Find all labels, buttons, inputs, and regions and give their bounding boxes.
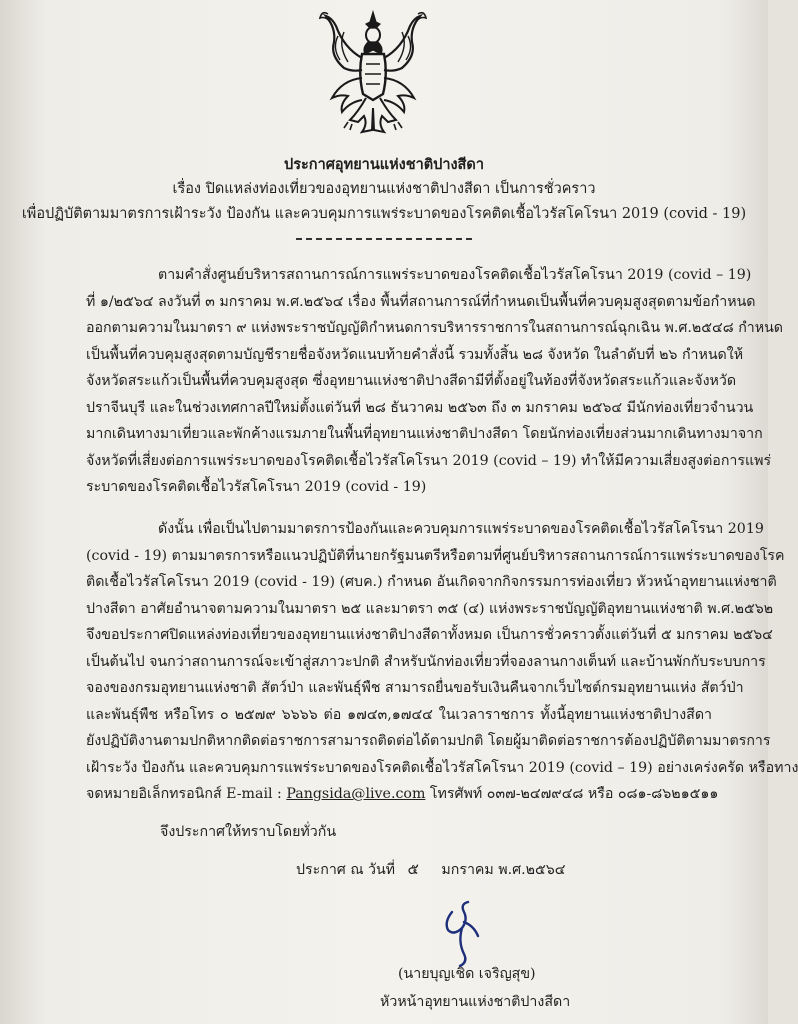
paragraph-line: ระบาดของโรคติดเชื้อไวรัสโคโรนา 2019 (covid - 19) [86,479,427,495]
contact-phone: โทรศัพท์ ๐๓๗-๒๔๗๙๔๘ หรือ ๐๘๑-๘๖๒๑๕๑๑ [425,786,719,802]
paragraph-line: ตามคำสั่งศูนย์บริหารสถานการณ์การแพร่ระบาดของโรคติดเชื้อไวรัสโคโรนา 2019 (covid – 19) [158,267,752,283]
paragraph-line: ออกตามความในมาตรา ๙ แห่งพระราชบัญญัติกำหนดการบริหารราชการในสถานการณ์ฉุกเฉิน พ.ศ.๒๕๔๘ กำหนด [86,320,784,336]
announcement-subject: เรื่อง ปิดแหล่งท่องเที่ยวของอุทยานแห่งชาติปางสีดา เป็นการชั่วคราว [172,181,596,197]
paragraph-line: มากเดินทางมาเที่ยวและพักค้างแรมภายในพื้นที่อุทยานแห่งชาติปางสีดา โดยนักท่องเที่ยงส่วนมากเดินทางมาจาก [86,426,763,442]
paragraph-line: จองของกรมอุทยานแห่งชาติ สัตว์ป่า และพันธุ์พืช สามารถยื่นขอรับเงินคืนจากเว็บไซต์กรมอุทยานแห่ง สัตว์ป่า [86,680,744,696]
paragraph-line: เป็นต้นไป จนกว่าสถานการณ์จะเข้าสู่สภาวะปกติ สำหรับนักท่องเที่ยวที่จองลานกางเต็นท์ และบ้านพักกับระบบการ [86,653,766,670]
paragraph-line: ปางสีดา อาศัยอำนาจตามความในมาตรา ๒๕ และมาตรา ๓๕ (๔) แห่งพระราชบัญญัติอุทยานแห่งชาติ พ.ศ.๒๕๖๒ [86,600,774,617]
paragraph-background [86,262,784,501]
date-prefix: ประกาศ ณ วันที่ [296,862,396,878]
paragraph-order [86,516,798,808]
paragraph-line: เป็นพื้นที่ควบคุมสูงสุดตามบัญชีรายชื่อจังหวัดแนบท้ายคำสั่งนี้ รวมทั้งสิ้น ๒๘ จังหวัด ในลำดับที่ ๒๖ กำหนดให้ [86,346,744,363]
paragraph-line: เฝ้าระวัง ป้องกัน และควบคุมการแพร่ระบาดของโรคติดเชื้อไวรัสโคโรนา 2019 (covid – 19) อย่างเคร่งครัด หรือทาง [86,759,798,776]
paragraph-line: จังหวัดที่เสี่ยงต่อการแพร่ระบาดของโรคติดเชื้อไวรัสโคโรนา 2019 (covid – 19) ทำให้มีความเสี่ยงสูงต่อการแพร่ [86,452,772,469]
garuda-emblem-icon [318,8,428,136]
announcement-date [296,857,566,882]
contact-prefix: จดหมายอิเล็กทรอนิกส์ E-mail : [86,786,287,802]
paragraph-line: ยังปฏิบัติงานตามปกติหากติดต่อราชการสามารถติดต่อได้ตามปกติ โดยผู้มาติดต่อราชการต้องปฏิบัติตามมาตรการ [86,733,771,749]
paragraph-line: ติดเชื้อไวรัสโคโรนา 2019 (covid - 19) (ศบค.) กำหนด อันเกิดจากกิจกรรมการท่องเที่ยว หัวหน้าอุทยานแห่งชาติ [86,574,777,590]
announcement-purpose: เพื่อปฏิบัติตามมาตรการเฝ้าระวัง ป้องกัน และควบคุมการแพร่ระบาดของโรคติดเชื้อไวรัสโคโรนา 2019 (covid - 19) [21,206,747,222]
contact-line [86,781,719,808]
paragraph-line: ดังนั้น เพื่อเป็นไปตามมาตรการป้องกันและควบคุมการแพร่ระบาดของโรคติดเชื้อไวรัสโคโรนา 2019 [158,521,764,537]
separator-line [296,238,472,240]
date-month-year: มกราคม พ.ศ.๒๕๖๔ [441,862,566,878]
paragraph-line: ปราจีนบุรี และในช่วงเทศกาลปีใหม่ตั้งแต่วันที่ ๒๘ ธันวาคม ๒๕๖๓ ถึง ๓ มกราคม ๒๕๖๔ มีนักท่องเที่ยวจำนวน [86,399,754,416]
paragraph-line: ที่ ๑/๒๕๖๔ ลงวันที่ ๓ มกราคม พ.ศ.๒๕๖๔ เรื่อง พื้นที่สถานการณ์ที่กำหนดเป็นพื้นที่ควบคุมสูงสุดตามข้อกำหนด [86,293,756,310]
paragraph-line: และพันธุ์พืช หรือโทร ๐ ๒๕๗๙ ๖๖๖๖ ต่อ ๑๗๔๓,๑๗๔๔ ในเวลาราชการ ทั้งนี้อุทยานแห่งชาติปางสีดา [86,706,712,723]
announcement-title: ประกาศอุทยานแห่งชาติปางสีดา [284,156,484,173]
signatory-position: หัวหน้าอุทยานแห่งชาติปางสีดา [380,994,571,1010]
closing-statement: จึงประกาศให้ทราบโดยทั่วกัน [160,824,337,840]
paragraph-line: จังหวัดสระแก้วเป็นพื้นที่ควบคุมสูงสุด ซึ่งอุทยานแห่งชาติปางสีดามีที่ตั้งอยู่ในท้องที่จังหวัดสระแก้วและจังหวัด [86,373,737,389]
email-link[interactable]: Pangsida@live.com [286,786,426,802]
signature-image [438,898,486,968]
paragraph-line: จึงขอประกาศปิดแหล่งท่องเที่ยวของอุทยานแห่งชาติปางสีดาทั้งหมด เป็นการชั่วคราวตั้งแต่วันที่ ๕ มกราคม ๒๕๖๔ [86,627,773,643]
date-day: ๕ [407,860,419,878]
signatory-name: (นายบุญเชิด เจริญสุข) [398,966,536,982]
paragraph-line: (covid - 19) ตามมาตรการหรือแนวปฏิบัติที่นายกรัฐมนตรีหรือตามที่ศูนย์บริหารสถานการณ์การแพร่ระบาดของโรค [86,547,785,564]
